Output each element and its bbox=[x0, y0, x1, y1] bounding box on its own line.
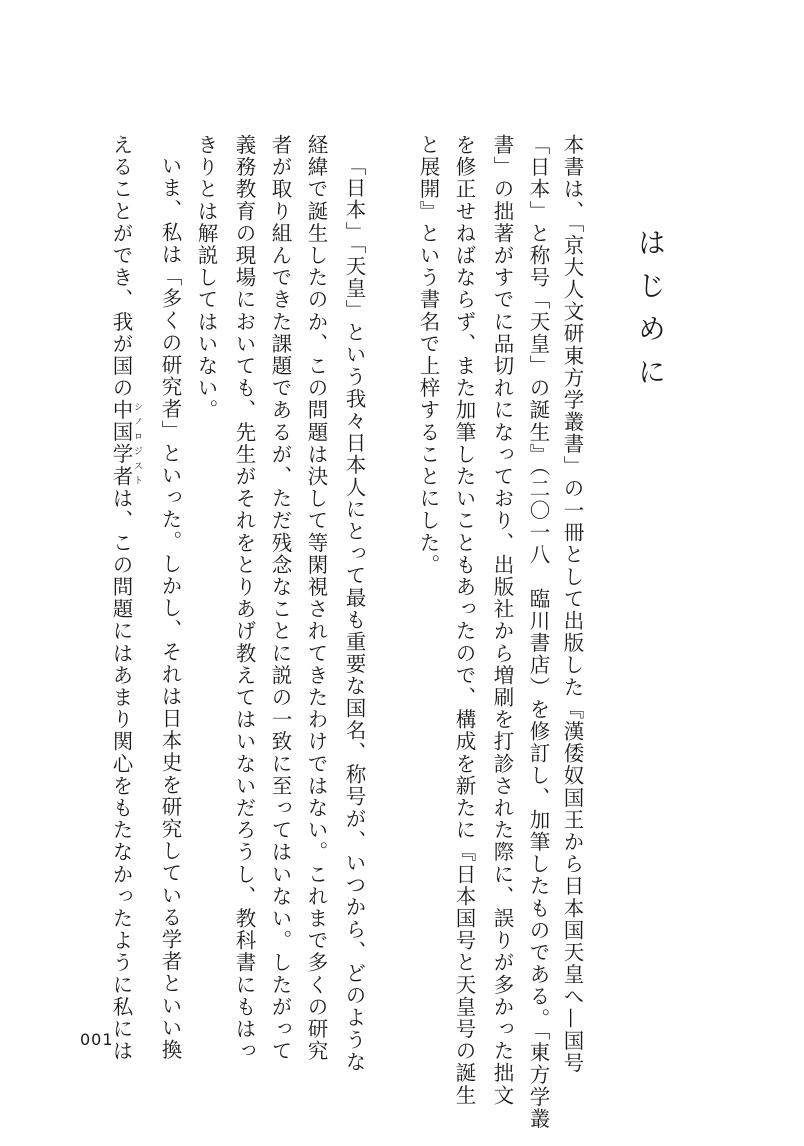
text-column-11: きりとは解説してはいない。 bbox=[194, 134, 218, 422]
page-number: 001 bbox=[80, 1030, 114, 1049]
text-column-9: 者が取り組んできた課題であるが、ただ残念なことに説の一致に至ってはいない。したがって bbox=[268, 134, 292, 1063]
chapter-title: はじめに bbox=[634, 228, 667, 400]
text-column-2: 「日本」と称号「天皇」の誕生』（二〇一八 臨川書店）を修訂し、加筆したものである。「東方学叢 bbox=[526, 134, 550, 1131]
text-column-1: 本書は、「京大人文研東方学叢書」の一冊として出版した『漢倭奴国王から日本国天皇へ—国号 bbox=[560, 134, 584, 1075]
text-column-7: 「日本」「天皇」という我々日本人にとって最も重要な国名、称号が、いつから、どのような bbox=[342, 155, 366, 1073]
ruby-annotation: 中国学者 シノロジスト bbox=[109, 399, 142, 488]
text-column-8: 経緯で誕生したのか、この問題は決して等閑視されてきたわけではない。これまで多くの研究 bbox=[304, 134, 328, 1063]
text-column-4: を修正せねばならず、また加筆したいこともあったので、構成を新たに『日本国号と天皇号の誕生 bbox=[452, 134, 476, 1107]
text-column-10: 義務教育の現場においても、先生がそれをとりあげ教えてはいないだろうし、教科書にもはっ bbox=[232, 134, 256, 1063]
text-column-3: 書」の拙著がすでに品切れになっており、出版社から増刷を打診された際に、誤りが多かった拙文 bbox=[490, 134, 514, 1107]
text-column-13: えることができ、我が国の中国学者 シノロジストは、この問題にはあまり関心をもたなかったように私には bbox=[109, 134, 142, 1063]
text-column-5: と展開』という書名で上梓することにした。 bbox=[416, 134, 440, 576]
ruby-reading: シノロジスト bbox=[132, 399, 142, 488]
text-column-12: いま、私は「多くの研究者」といった。しかし、それは日本史を研究している学者といい換 bbox=[158, 155, 182, 1062]
